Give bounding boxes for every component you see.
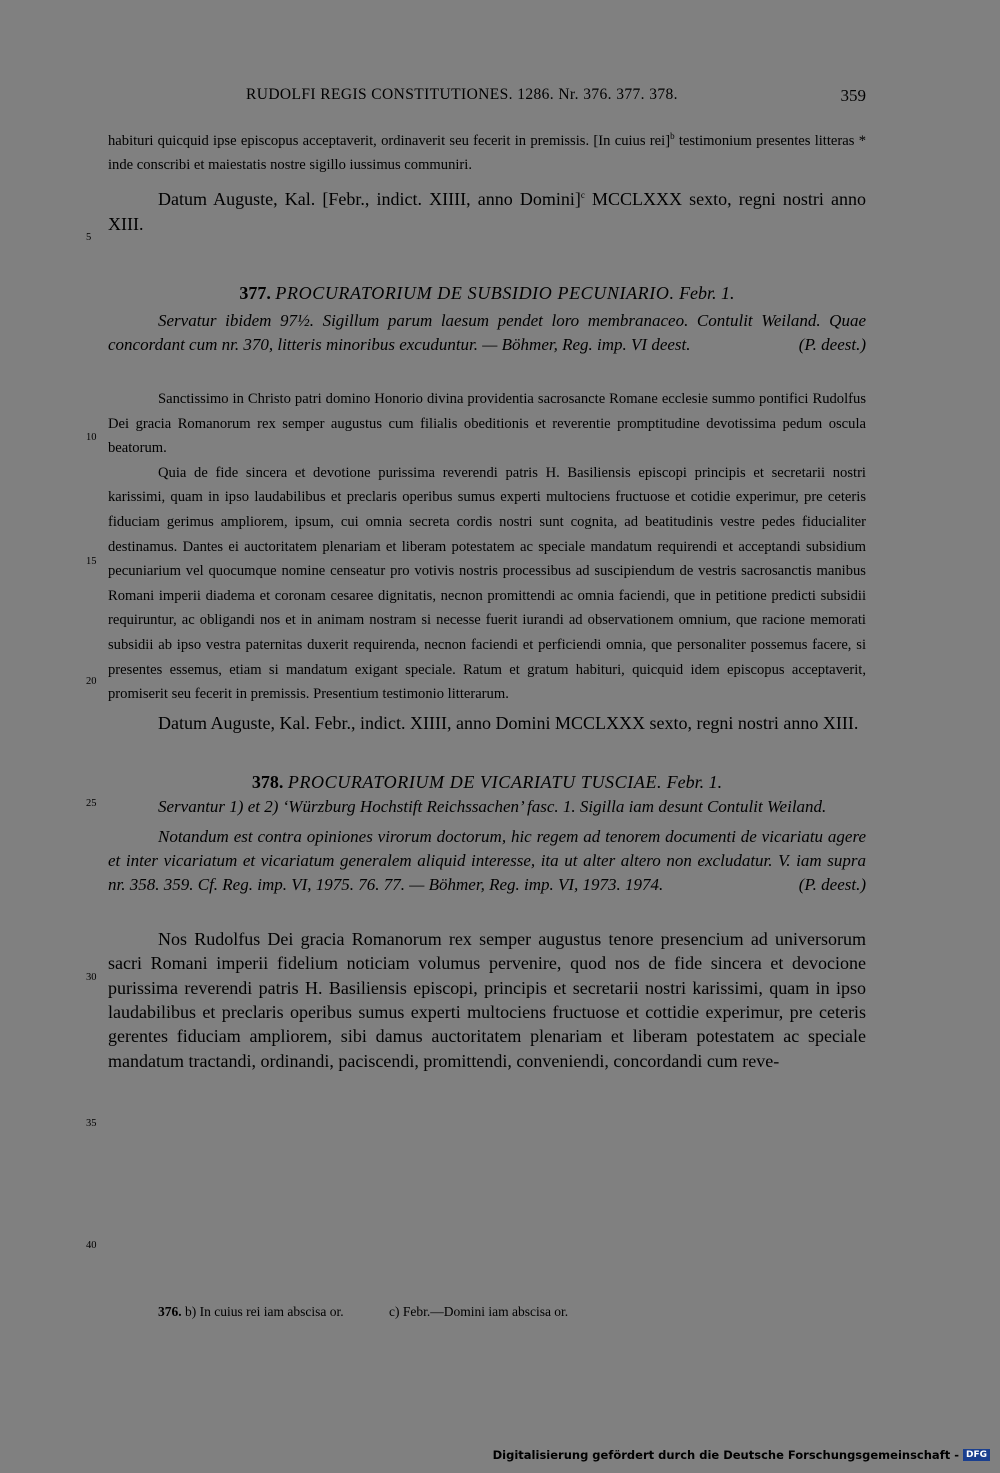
running-head: RUDOLFI REGIS CONSTITUTIONES. 1286. Nr. 376. 377. 378.: [246, 86, 678, 103]
dfg-credit-text: Digitalisierung gefördert durch die Deutsche Forschungsgemeinschaft -: [492, 1448, 959, 1462]
doc378-regest: (P. deest.): [798, 874, 866, 894]
line-number: 40: [86, 1240, 97, 1251]
margin-line-numbers: [0, 0, 100, 1473]
footnotes: [158, 1304, 568, 1320]
footnote-c: c) Febr.—Domini iam abscisa or.: [388, 1304, 569, 1319]
footnote-ref: 376.: [158, 1304, 182, 1319]
line-number: 25: [86, 798, 97, 809]
doc377-apparatus: Servatur ibidem 97½. Sigillum parum laesum pendet loro membranaceo. Contulit Weiland. Quae concordant cum nr. 370, litteris minoribus excuduntur. — Böhmer, Reg. imp. VI deest. (P. deest.): [108, 309, 866, 357]
doc377-dating: Datum Auguste, Kal. Febr., indict. XIIII, anno Domini MCCLXXX sexto, regni nostri anno XIII.: [158, 712, 859, 733]
line-number: 20: [86, 676, 97, 687]
doc378-apparatus: Servantur 1) et 2) ‘Würzburg Hochstift Reichssachen’ fasc. 1. Sigilla iam desunt Contulit Weiland.: [158, 796, 827, 816]
doc377-heading: 377. PROCURATORIUM DE SUBSIDIO PECUNIARIO. Febr. 1.: [239, 283, 735, 304]
doc376-closing: habituri quicquid ipse episcopus acceptaverit, ordinaverit seu fecerit in premissis. [In cuius rei]$^b$ testimonium presentes litteras * inde conscribi et maiestatis nostre sigillo iussimus communiri.: [108, 131, 866, 174]
line-number: 5: [86, 232, 92, 243]
page-header: [108, 86, 866, 110]
doc378-heading: 378. PROCURATORIUM DE VICARIATU TUSCIAE. Febr. 1.: [251, 771, 723, 792]
doc377-text: Quia de fide sincera et devotione purissima reverendi patris H. Basiliensis episcopi principis et secretarii nostri karissimi, quam in ipso laudabilibus et preclaris operibus sumus experti multociens fructuose et cotidie experimur, pre ceteris fiduciam gerimus ampliorem, ipsum, cui omnia secreta cordis nostri sunt cognita, ad beatitudinis vestre pedes fiducialiter destinamus. Dantes ei auctoritatem plenariam et liberam potestatem ac speciale mandatum requirendi et acceptandi subsidium pecuniarium vel quocumque nomine censeatur pro votivis nostris processibus ad suscipiendum de vestris sacrosanctis manibus Romani imperii diadema et coronam cesaree dignitatis, necnon promittendi ac omnia faciendi, que in petitione predicti subsidii requiruntur, ac obligandi nos et in animam nostram si necesse fuerit iurandi ad observationem omnium, que racione memorati subsidii ab ipso vestra paternitas duxerit requirenda, necnon faciendi et perficiendi omnia, que personaliter possemus facere, si presentes essemus, etiam si mandatum exigant speciale. Ratum et gratum habituri, quicquid idem episcopus acceptaverit, promiserit seu fecerit in premissis. Presentium testimonio litterarum.: [108, 464, 866, 703]
dfg-credit: [493, 1448, 990, 1462]
line-number: 15: [86, 556, 97, 567]
line-number: 30: [86, 972, 97, 983]
dfg-logo-icon: DFG: [963, 1449, 990, 1461]
doc377-protocol: Sanctissimo in Christo patri domino Honorio divina providentia sacrosancte Romane ecclesie summo pontifici Rudolfus Dei gracia Romanorum rex semper augustus cum filialis obeditionis et reverentie promptitudine devotissima pedum oscula beatorum.: [108, 391, 866, 457]
doc378-text: Nos Rudolfus Dei gracia Romanorum rex semper augustus tenore presencium ad universorum sacri Romani imperii fidelium noticiam volumus pervenire, quod nos de fide sincera et devocione purissima reverendi patris H. Basiliensis episcopi, principis et secretarii nostri karissimi, quam in ipso laudabilibus et preclaris operibus sumus experti multociens fructuose et cottidie experimur, pre ceteris gerentes fiduciam ampliorem, sibi damus auctoritatem plenariam et liberam potestatem ac speciale mandatum tractandi, ordinandi, paciscendi, promittendi, conveniendi, concordandi cum reve-: [108, 928, 866, 1071]
page-body: [108, 124, 866, 1073]
page-number: 359: [840, 86, 866, 105]
line-number: 10: [86, 432, 97, 443]
doc376-dating: Datum Auguste, Kal. [Febr., indict. XIIII, anno Domini]$^c$ MCCLXXX sexto, regni nostri anno XIII.: [108, 189, 866, 235]
doc378-note: Notandum est contra opiniones virorum doctorum, hic regem ad tenorem documenti de vicariatu agere et inter vicariatum et vicariatum generalem aliquid interesse, ita ut alter altero non excludatur. V. iam supra nr. 358. 359. Cf. Reg. imp. VI, 1975. 76. 77. — Böhmer, Reg. imp. VI, 1973. 1974. (P. deest.): [108, 825, 866, 897]
doc377-regest: (P. deest.): [798, 335, 866, 355]
footnote-b: b) In cuius rei iam abscisa or.: [185, 1304, 344, 1319]
line-number: 35: [86, 1118, 97, 1129]
